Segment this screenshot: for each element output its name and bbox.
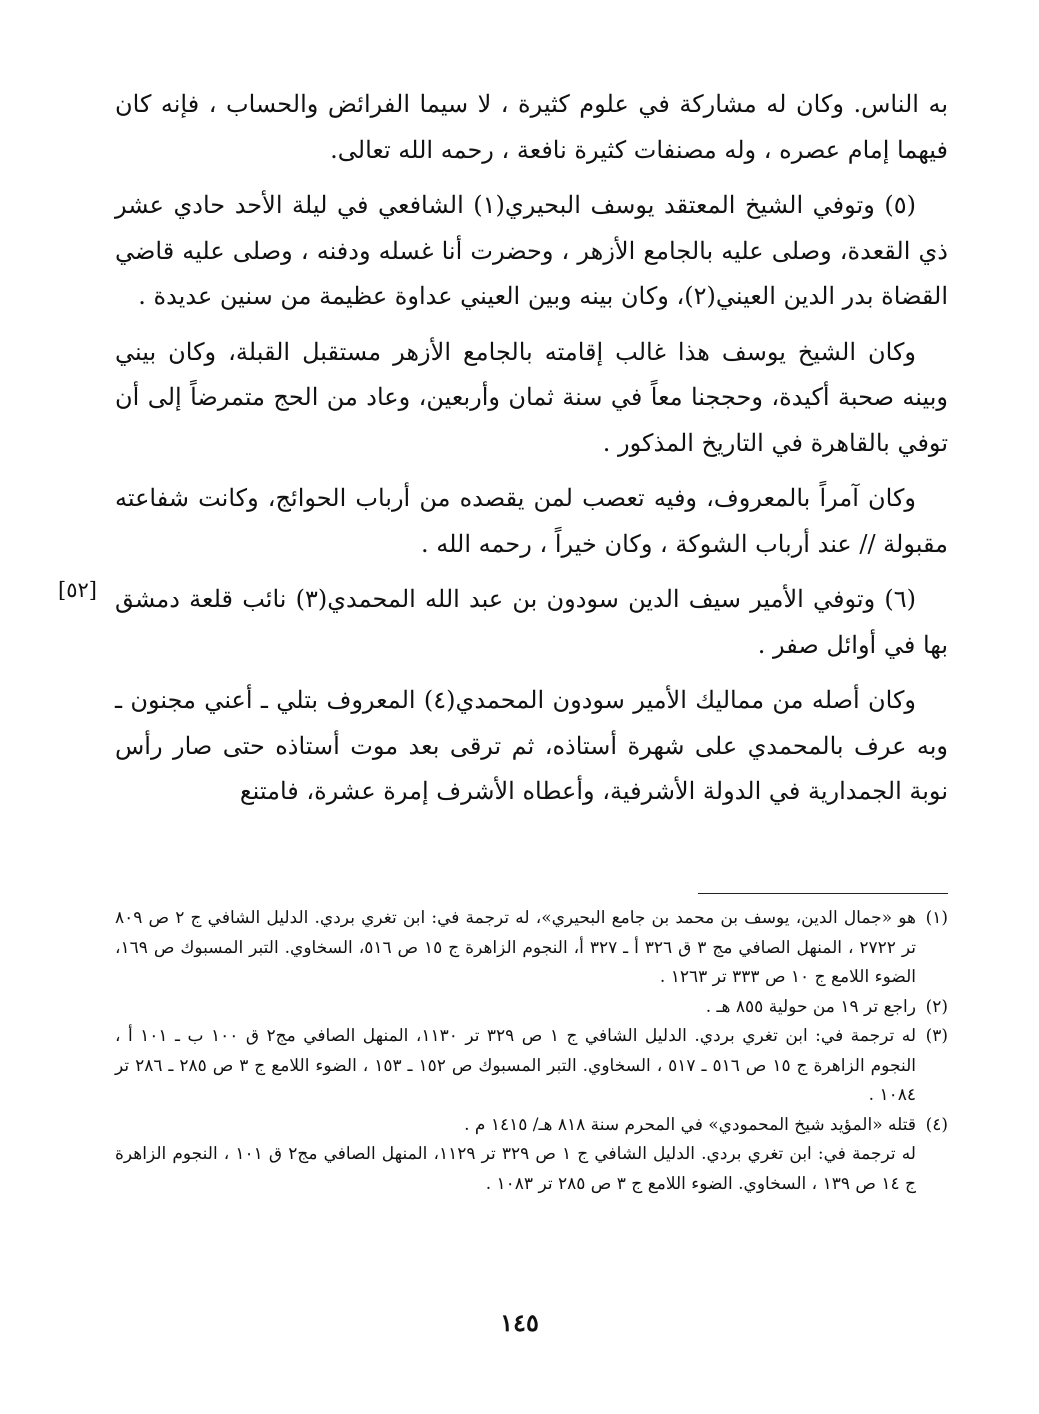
paragraph-1: به الناس. وكان له مشاركة في علوم كثيرة ، لا سيما الفرائض والحساب ، فإنه كان فيهما إمام عصره ، وله مصنفات كثيرة نافعة ، رحمه الله تعالى. [115,90,948,164]
paragraph-3: وكان الشيخ يوسف هذا غالب إقامته بالجامع الأزهر مستقبل القبلة، وكان بيني وبينه صحبة أكيدة، وحججنا معاً في سنة ثمان وأربعين، وعاد من الحج متمرضاً إلى أن توفي بالقاهرة في التاريخ المذكور . [115,337,948,457]
footnote-continuation: له ترجمة في: ابن تغري بردي. الدليل الشافي ج ١ ص ٣٢٩ تر ١١٢٩، المنهل الصافي مج٢ ق ١٠١ ، النجوم الزاهرة ج ١٤ ص ١٣٩ ، السخاوي. الضوء اللامع ج ٣ ص ٢٨٥ تر ١٠٨٣ . [115,1144,916,1194]
footnote-number: (٢) [925,996,948,1017]
paragraph-entry-5: (٥) وتوفي الشيخ المعتقد يوسف البحيري(١) الشافعي في ليلة الأحد حادي عشر ذي القعدة، وصلى عليه بالجامع الأزهر ، وحضرت أنا غسله ودفنه ، وصلى عليه قاضي القضاة بدر الدين العيني(٢)، وكان بينه وبين العيني عداوة عظيمة من سنين عديدة . [115,191,948,310]
paragraph-6: وكان أصله من مماليك الأمير سودون المحمدي(٤) المعروف بتلي ـ أعني مجنون ـ وبه عرف بالمحمدي على شهرة أستاذه، ثم ترقى بعد موت أستاذه حتى صار رأس نوبة الجمدارية في الدولة الأشرفية، وأعطاه الأشرف إمرة عشرة، فامتنع [115,686,948,805]
page-number: ١٤٥ [500,1308,539,1337]
footnote [115,1111,948,1141]
footnote [115,1022,948,1111]
margin-folio-reference: [٥٢] [58,578,97,602]
footnote-separator [698,893,948,894]
footnote [115,904,948,993]
footnote-text: راجع تر ١٩ من حولية ٨٥٥ هـ . [705,996,916,1017]
main-text [115,82,948,825]
footnote-text: هو «جمال الدين، يوسف بن محمد بن جامع البحيري»، له ترجمة في: ابن تغري بردي. الدليل الشافي ج ٢ ص ٨٠٩ تر ٢٧٢٢ ، المنهل الصافي مج ٣ ق ٣٢٦ أ ـ ٣٢٧ أ، النجوم الزاهرة ج ١٥ ص ٥١٦، السخاوي. التبر المسبوك ص ١٦٩، الضوء اللامع ج ١٠ ص ٣٣٣ تر ١٢٦٣ . [115,908,916,987]
footnote-text: له ترجمة في: ابن تغري بردي. الدليل الشافي ج ١ ص ٣٢٩ تر ١١٣٠، المنهل الصافي مج٢ ق ١٠٠ ب ـ ١٠١ أ ، النجوم الزاهرة ج ١٥ ص ٥١٦ ـ ٥١٧ ، السخاوي. التبر المسبوك ص ١٥٢ ـ ١٥٣ ، الضوء اللامع ج ٣ ص ٢٨٥ ـ ٢٨٦ تر ١٠٨٤ . [115,1026,917,1105]
paragraph-4: وكان آمراً بالمعروف، وفيه تعصب لمن يقصده من أرباب الحوائج، وكانت شفاعته مقبولة // عند أرباب الشوكة ، وكان خيراً ، رحمه الله . [115,484,948,558]
paragraph-entry-6: (٦) وتوفي الأمير سيف الدين سودون بن عبد الله المحمدي(٣) نائب قلعة دمشق بها في أوائل صفر . [115,585,948,659]
footnote-number: (٣) [925,1026,948,1046]
footnotes [115,904,948,1199]
footnote-text: قتله «المؤيد شيخ المحمودي» في المحرم سنة ٨١٨ هـ/ ١٤١٥ م . [464,1114,916,1135]
footnote-number: (٤) [925,1114,948,1135]
footnote-number: (١) [925,908,948,928]
footnote [115,993,948,1023]
